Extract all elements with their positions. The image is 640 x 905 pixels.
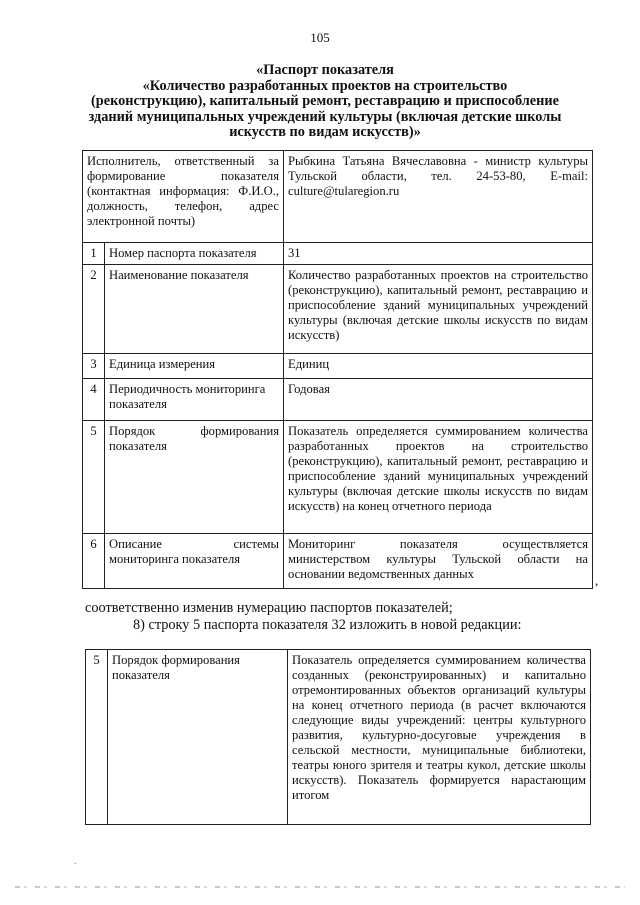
table-row xyxy=(83,534,593,589)
paragraph-renumbering: соответственно изменив нумерацию паспортов показателей; xyxy=(85,600,453,616)
table-row xyxy=(83,265,593,354)
indicator-passport-table xyxy=(82,150,593,589)
row-value: Мониторинг показателя осуществляется министерством культуры Тульской области на основании ведомственных данных xyxy=(284,534,593,589)
footer-mark: . xyxy=(74,856,77,867)
row-label: Описание системы мониторинга показателя xyxy=(105,534,284,589)
row-number: 4 xyxy=(83,379,105,421)
row-value: Единиц xyxy=(284,354,593,379)
table-row xyxy=(86,650,591,825)
page-number: 105 xyxy=(310,30,330,45)
row-label: Порядок формирования показателя xyxy=(105,421,284,534)
replacement-row-table xyxy=(85,649,591,825)
row-label: Наименование показателя xyxy=(105,265,284,354)
title-line: «Количество разработанных проектов на строительство xyxy=(142,77,508,94)
row-value: Показатель определяется суммированием количества созданных (реконструированных) и капитально отремонтированных объектов организаций культуры на конец отчетного периода (в расчет включаются следующие виды учреждений: центры культурного развития, культурно-досуговые учреждения в сельской местности, муниципальные библиотеки, театры юного зрителя и театры кукол, детские школы искусств). Показатель формируется нарастающим итогом xyxy=(288,650,591,825)
row-label: Периодичность мониторинга показателя xyxy=(105,379,284,421)
table-row xyxy=(83,243,593,265)
executor-label: Исполнитель, ответственный за формирование показателя (контактная информация: Ф.И.О., должность, телефон, адрес электронной почты) xyxy=(83,151,284,243)
passport-title xyxy=(60,63,590,141)
table-row xyxy=(83,421,593,534)
trailing-comma: , xyxy=(595,573,599,588)
table-row xyxy=(83,354,593,379)
paragraph-item-8: 8) строку 5 паспорта показателя 32 изложить в новой редакции: xyxy=(133,617,522,633)
row-value: Количество разработанных проектов на строительство (реконструкцию), капитальный ремонт, реставрацию и приспособление зданий муниципальных учреждений культуры (включая детские школы искусств по видам искусств) xyxy=(284,265,593,354)
row-value: Годовая xyxy=(284,379,593,421)
row-number: 6 xyxy=(83,534,105,589)
row-number: 1 xyxy=(83,243,105,265)
title-line: зданий муниципальных учреждений культуры (включая детские школы xyxy=(88,108,562,125)
table-row-executor xyxy=(83,151,593,243)
row-label: Единица измерения xyxy=(105,354,284,379)
row-label: Порядок формирования показателя xyxy=(108,650,288,825)
scan-artifact-line xyxy=(15,886,625,888)
title-line: (реконструкцию), капитальный ремонт, реставрацию и приспособление xyxy=(91,93,559,110)
row-number: 3 xyxy=(83,354,105,379)
row-value: 31 xyxy=(284,243,593,265)
row-number: 2 xyxy=(83,265,105,354)
executor-value: Рыбкина Татьяна Вячеславовна - министр культуры Тульской области, тел. 24-53-80, E-mail: culture@tularegion.ru xyxy=(284,151,593,243)
table-row xyxy=(83,379,593,421)
title-line: «Паспорт показателя xyxy=(256,62,394,78)
row-number: 5 xyxy=(86,650,108,825)
title-line: искусств по видам искусств)» xyxy=(229,124,421,141)
row-value: Показатель определяется суммированием количества разработанных проектов на строительство (реконструкцию), капитальный ремонт, реставрацию и приспособление зданий муниципальных учреждений культуры (включая детские школы искусств по видам искусств) на конец отчетного периода xyxy=(284,421,593,534)
row-number: 5 xyxy=(83,421,105,534)
row-label: Номер паспорта показателя xyxy=(105,243,284,265)
